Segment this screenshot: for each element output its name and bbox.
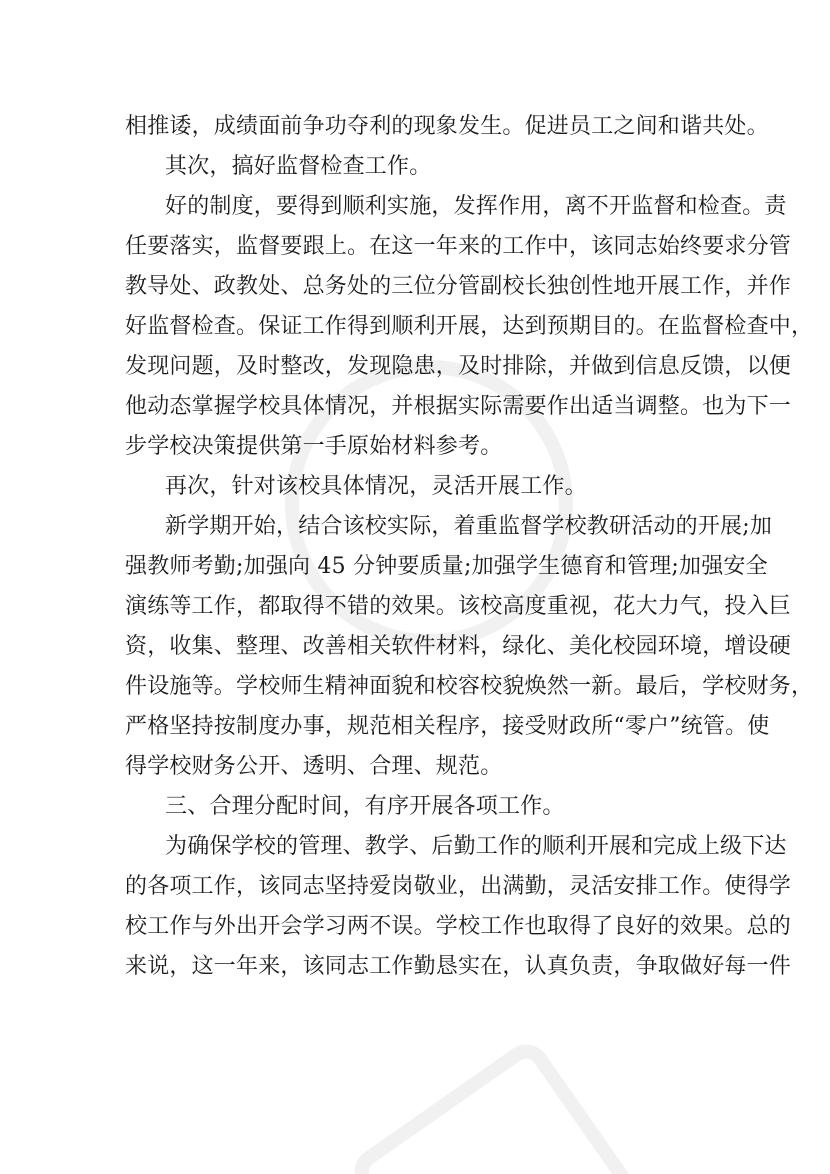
text-line: 得学校财务公开、透明、合理、规范。	[125, 754, 503, 779]
section-heading: 三、合理分配时间，有序开展各项工作。	[165, 794, 565, 819]
section-heading: 再次，针对该校具体情况，灵活开展工作。	[165, 474, 587, 499]
text-line: 步学校决策提供第一手原始材料参考。	[125, 434, 503, 459]
text-line: 教导处、政教处、总务处的三位分管副校长独创性地开展工作，并作	[125, 274, 792, 299]
text-line: 他动态掌握学校具体情况，并根据实际需要作出适当调整。也为下一	[125, 394, 792, 419]
text-line: 好监督检查。保证工作得到顺利开展，达到预期目的。在监督检查中，	[125, 314, 814, 339]
text-line: 相推诿，成绩面前争功夺利的现象发生。促进员工之间和谐共处。	[125, 114, 769, 139]
watermark-mark	[345, 1035, 663, 1174]
text-line: 任要落实，监督要跟上。在这一年来的工作中，该同志始终要求分管	[125, 234, 792, 259]
text-line: 好的制度，要得到顺利实施，发挥作用，离不开监督和检查。责	[165, 194, 787, 219]
text-line: 强教师考勤;加强向 45 分钟要质量;加强学生德育和管理;加强安全	[125, 554, 768, 579]
text-line: 严格坚持按制度办事，规范相关程序，接受财政所“零户”统管。使	[125, 714, 770, 739]
text-line: 校工作与外出开会学习两不误。学校工作也取得了良好的效果。总的	[125, 914, 792, 939]
section-heading: 其次，搞好监督检查工作。	[165, 154, 432, 179]
text-line: 演练等工作，都取得不错的效果。该校高度重视，花大力气，投入巨	[125, 594, 792, 619]
text-line: 资，收集、整理、改善相关软件材料，绿化、美化校园环境，增设硬	[125, 634, 792, 659]
text-line: 件设施等。学校师生精神面貌和校容校貌焕然一新。最后，学校财务，	[125, 674, 814, 699]
text-line: 为确保学校的管理、教学、后勤工作的顺利开展和完成上级下达	[165, 834, 787, 859]
text-line: 发现问题，及时整改，发现隐患，及时排除，并做到信息反馈，以便	[125, 354, 792, 379]
text-line: 新学期开始，结合该校实际，着重监督学校教研活动的开展;加	[165, 514, 773, 539]
text-line: 来说，这一年来，该同志工作勤恳实在，认真负责，争取做好每一件	[125, 954, 792, 979]
text-line: 的各项工作，该同志坚持爱岗敬业，出满勤，灵活安排工作。使得学	[125, 874, 792, 899]
